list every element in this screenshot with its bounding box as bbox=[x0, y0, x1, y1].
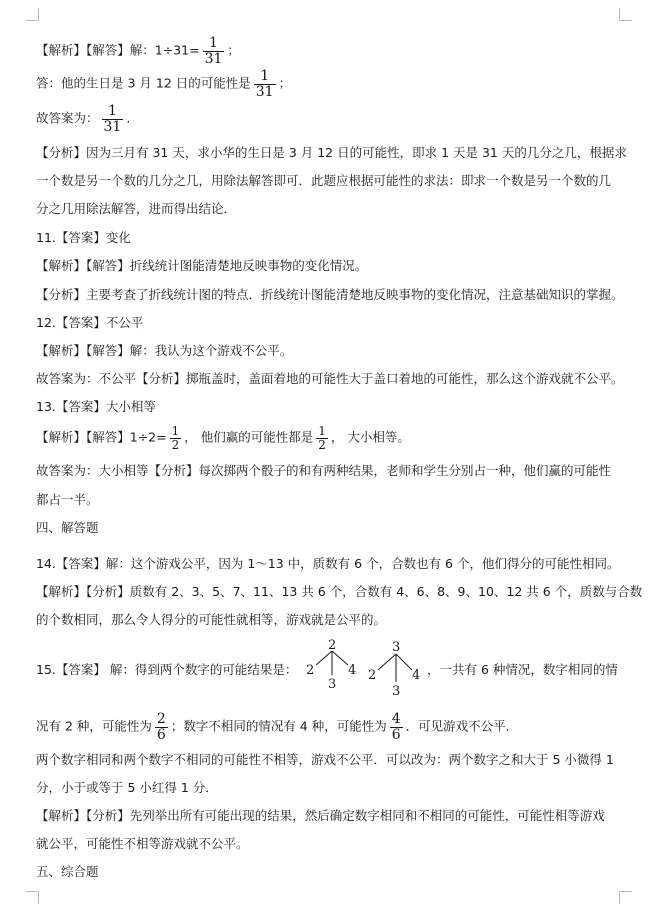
tree-bottom: 3 bbox=[392, 684, 401, 699]
tree-left: 2 bbox=[306, 663, 315, 678]
fraction bbox=[170, 425, 182, 451]
q15-conclusion-line-1: 两个数字相同和两个数字不相同的可能性不相等，游戏不公平．可以改为：两个数字之和大于 5 小微得 1 bbox=[36, 752, 614, 767]
numerator: 1 bbox=[260, 68, 270, 84]
tree-top: 3 bbox=[392, 640, 401, 655]
text: ， 大小相等。 bbox=[330, 429, 410, 445]
q12-answer: 12.【答案】不公平 bbox=[36, 315, 144, 330]
q13-solution-line bbox=[36, 425, 410, 451]
numerator: 1 bbox=[171, 424, 180, 438]
crop-mark-bottom-left bbox=[26, 891, 39, 904]
fraction bbox=[203, 36, 225, 66]
numerator: 1 bbox=[318, 424, 326, 438]
numerator: 4 bbox=[391, 711, 401, 727]
fraction bbox=[254, 69, 276, 99]
denominator: 31 bbox=[103, 118, 122, 135]
q10-analysis-line-3: 分之几用除法解答，进而得出结论． bbox=[36, 201, 237, 216]
denominator: 31 bbox=[255, 83, 274, 100]
tree-top: 2 bbox=[328, 638, 337, 653]
q10-solution-line bbox=[36, 36, 240, 66]
denominator: 6 bbox=[156, 726, 166, 743]
tree-right: 4 bbox=[412, 668, 421, 683]
q10-final-answer-line bbox=[36, 104, 130, 134]
crop-mark-bottom-right bbox=[619, 891, 632, 904]
text: 故答案为： bbox=[36, 110, 99, 126]
q12-solution: 【解析】【解答】解：我认为这个游戏不公平。 bbox=[36, 343, 293, 358]
tree-bottom: 3 bbox=[328, 677, 337, 692]
q14-analysis-line-1: 【解析】【分析】质数有 2、3、5、7、11、13 共 6 个，合数有 4、6、8、9、10、12 共 6 个，质数与合数 bbox=[36, 584, 643, 599]
numerator: 2 bbox=[156, 711, 166, 727]
text: 答：他的生日是 3 月 12 日的可能性是 bbox=[36, 75, 251, 91]
q15-probability-line bbox=[36, 712, 518, 742]
q15-answer-start: 15.【答案】 解：得到两个数字的可能结果是： bbox=[36, 662, 298, 677]
q13-answer: 13.【答案】大小相等 bbox=[36, 399, 156, 414]
number-tree-2 bbox=[366, 640, 422, 702]
q15-analysis-line-1: 【解析】【分析】先列举出所有可能出现的结果，然后确定数字相同和不相同的可能性，可能性相等游戏 bbox=[36, 808, 605, 823]
section-heading-4: 四、解答题 bbox=[36, 520, 99, 535]
fraction bbox=[390, 712, 403, 742]
q11-analysis: 【分析】主要考查了折线统计图的特点．折线统计图能清楚地反映事物的变化情况，注意基础知识的掌握。 bbox=[36, 287, 624, 302]
q14-analysis-line-2: 的个数相同，那么令人得分的可能性就相等，游戏就是公平的。 bbox=[36, 612, 387, 627]
q10-analysis-line-1: 【分析】因为三月有 31 天，求小华的生日是 3 月 12 日的可能性，即求 1 天是 31 天的几分之几，根据求 bbox=[36, 145, 627, 160]
q13-analysis-line-2: 都占一半。 bbox=[36, 492, 99, 507]
q15-answer-continued: ，一共有 6 种情况，数字相同的情 bbox=[427, 662, 618, 677]
q11-solution: 【解析】【解答】折线统计图能清楚地反映事物的变化情况。 bbox=[36, 258, 368, 273]
q15-analysis-line-2: 就公平，可能性不相等游戏就不公平。 bbox=[36, 836, 249, 851]
text: 【解析】【解答】解：1÷31= bbox=[36, 42, 200, 58]
q12-analysis: 故答案为：不公平【分析】掷瓶盖时，盖面着地的可能性大于盖口着地的可能性，那么这个游戏就不公平。 bbox=[36, 371, 624, 386]
text: 【解析】【解答】1÷2= bbox=[36, 429, 167, 445]
numerator: 1 bbox=[107, 103, 117, 119]
denominator: 6 bbox=[391, 726, 401, 743]
q11-answer: 11.【答案】变化 bbox=[36, 230, 131, 245]
text: ； bbox=[278, 75, 292, 91]
denominator: 2 bbox=[318, 437, 326, 452]
crop-mark-top-right bbox=[619, 8, 632, 21]
denominator: 2 bbox=[171, 437, 180, 452]
text: 况有 2 种，可能性为 bbox=[36, 718, 152, 734]
fraction bbox=[155, 712, 168, 742]
q14-answer: 14.【答案】解：这个游戏公平，因为 1～13 中，质数有 6 个，合数也有 6 个，他们得分的可能性相同。 bbox=[36, 556, 620, 571]
numerator: 1 bbox=[209, 35, 218, 51]
tree-right: 4 bbox=[348, 663, 357, 678]
text: ， 他们赢的可能性都是 bbox=[184, 429, 314, 445]
crop-mark-top-left bbox=[26, 8, 39, 21]
q13-analysis-line-1: 故答案为：大小相等【分析】每次掷两个骰子的和有两种结果，老师和学生分别占一种，他们赢的可能性 bbox=[36, 463, 612, 478]
text: ；数字不相同的情况有 4 种，可能性为 bbox=[170, 718, 387, 734]
q10-analysis-line-2: 一个数是另一个数的几分之几，用除法解答即可．此题应根据可能性的求法：即求一个数是另一个数的几 bbox=[36, 173, 612, 188]
q15-conclusion-line-2: 分，小于或等于 5 小红得 1 分． bbox=[36, 780, 218, 795]
q10-answer-line bbox=[36, 69, 291, 99]
text: ．可见游戏不公平． bbox=[405, 718, 519, 734]
text: . bbox=[126, 110, 131, 126]
fraction bbox=[316, 425, 328, 451]
tree-left: 2 bbox=[368, 668, 377, 683]
section-heading-5: 五、综合题 bbox=[36, 864, 99, 879]
denominator: 31 bbox=[204, 50, 223, 67]
number-tree-1 bbox=[304, 638, 360, 694]
text: ； bbox=[227, 42, 240, 58]
fraction bbox=[102, 104, 124, 134]
